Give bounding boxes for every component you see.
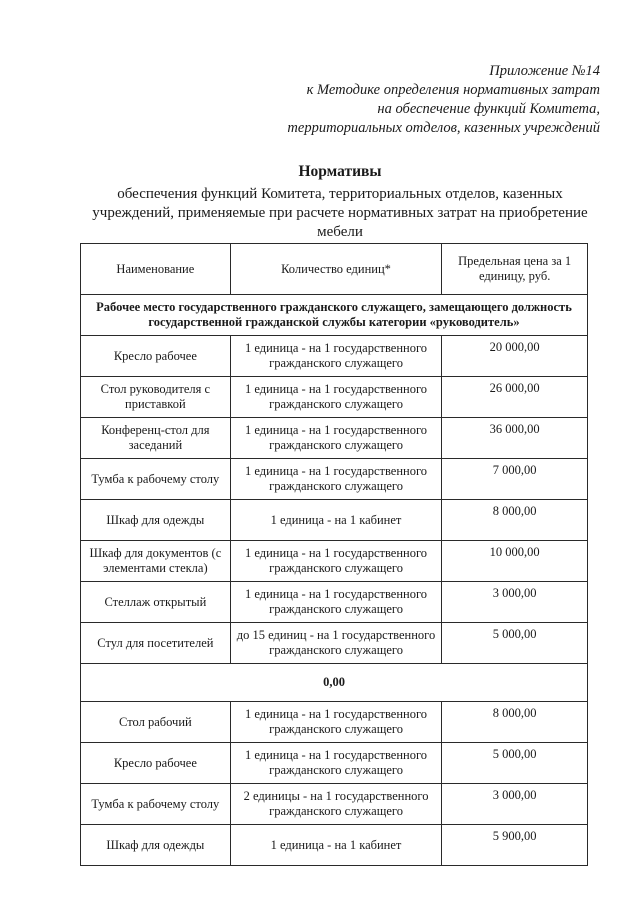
item-quantity: 1 единица - на 1 государственного гражданского служащего	[230, 582, 442, 623]
table-row	[81, 702, 588, 743]
item-price: 8 000,00	[442, 702, 588, 743]
appendix-line-4: территориальных отделов, казенных учреждений	[287, 120, 600, 136]
title-line-3: мебели	[317, 224, 363, 240]
header-name: Наименование	[81, 244, 231, 295]
item-name: Тумба к рабочему столу	[81, 784, 231, 825]
item-quantity: до 15 единиц - на 1 государственного гражданского служащего	[230, 623, 442, 664]
table-row	[81, 623, 588, 664]
item-name: Шкаф для одежды	[81, 825, 231, 866]
item-name: Тумба к рабочему столу	[81, 459, 231, 500]
item-price: 5 000,00	[442, 623, 588, 664]
section-title-2: 0,00	[81, 664, 588, 702]
item-price: 3 000,00	[442, 784, 588, 825]
item-quantity: 1 единица - на 1 государственного гражданского служащего	[230, 377, 442, 418]
item-name: Шкаф для одежды	[81, 500, 231, 541]
appendix-line-1: Приложение №14	[489, 63, 600, 79]
item-name: Шкаф для документов (с элементами стекла)	[81, 541, 231, 582]
item-name: Стол руководителя с приставкой	[81, 377, 231, 418]
item-price: 7 000,00	[442, 459, 588, 500]
item-quantity: 2 единицы - на 1 государственного гражданского служащего	[230, 784, 442, 825]
item-price: 8 000,00	[442, 500, 588, 541]
table-row	[81, 743, 588, 784]
title-line-1: обеспечения функций Комитета, территориальных отделов, казенных	[117, 186, 563, 202]
section-row-2	[81, 664, 588, 702]
section-title-1: Рабочее место государственного гражданского служащего, замещающего должность государственной гражданской службы категории «руководитель»	[81, 295, 588, 336]
norms-table	[80, 243, 588, 866]
appendix-note	[287, 62, 600, 138]
item-quantity: 1 единица - на 1 государственного гражданского служащего	[230, 418, 442, 459]
table-row	[81, 784, 588, 825]
item-quantity: 1 единица - на 1 государственного гражданского служащего	[230, 336, 442, 377]
item-name: Стол рабочий	[81, 702, 231, 743]
item-name: Стеллаж открытый	[81, 582, 231, 623]
item-price: 10 000,00	[442, 541, 588, 582]
table-row	[81, 336, 588, 377]
item-quantity: 1 единица - на 1 кабинет	[230, 825, 442, 866]
title-line-2: учреждений, применяемые при расчете нормативных затрат на приобретение	[92, 205, 588, 221]
table-row	[81, 541, 588, 582]
title-heading: Нормативы	[298, 163, 382, 180]
item-name: Стул для посетителей	[81, 623, 231, 664]
item-quantity: 1 единица - на 1 государственного гражданского служащего	[230, 702, 442, 743]
item-price: 3 000,00	[442, 582, 588, 623]
table-row	[81, 825, 588, 866]
item-price: 5 900,00	[442, 825, 588, 866]
header-quantity: Количество единиц*	[230, 244, 442, 295]
appendix-line-3: на обеспечение функций Комитета,	[377, 101, 600, 117]
item-price: 5 000,00	[442, 743, 588, 784]
item-price: 36 000,00	[442, 418, 588, 459]
item-name: Кресло рабочее	[81, 743, 231, 784]
item-price: 20 000,00	[442, 336, 588, 377]
table-row	[81, 582, 588, 623]
item-quantity: 1 единица - на 1 государственного гражданского служащего	[230, 743, 442, 784]
header-price: Предельная цена за 1 единицу, руб.	[442, 244, 588, 295]
table-header-row	[81, 244, 588, 295]
table-row	[81, 377, 588, 418]
table-row	[81, 418, 588, 459]
item-name: Кресло рабочее	[81, 336, 231, 377]
table-row	[81, 459, 588, 500]
item-quantity: 1 единица - на 1 государственного гражданского служащего	[230, 459, 442, 500]
item-quantity: 1 единица - на 1 кабинет	[230, 500, 442, 541]
item-name: Конференц-стол для заседаний	[81, 418, 231, 459]
document-title	[80, 162, 600, 242]
table-row	[81, 500, 588, 541]
section-row-1	[81, 295, 588, 336]
item-price: 26 000,00	[442, 377, 588, 418]
appendix-line-2: к Методике определения нормативных затрат	[306, 82, 600, 98]
item-quantity: 1 единица - на 1 государственного гражданского служащего	[230, 541, 442, 582]
